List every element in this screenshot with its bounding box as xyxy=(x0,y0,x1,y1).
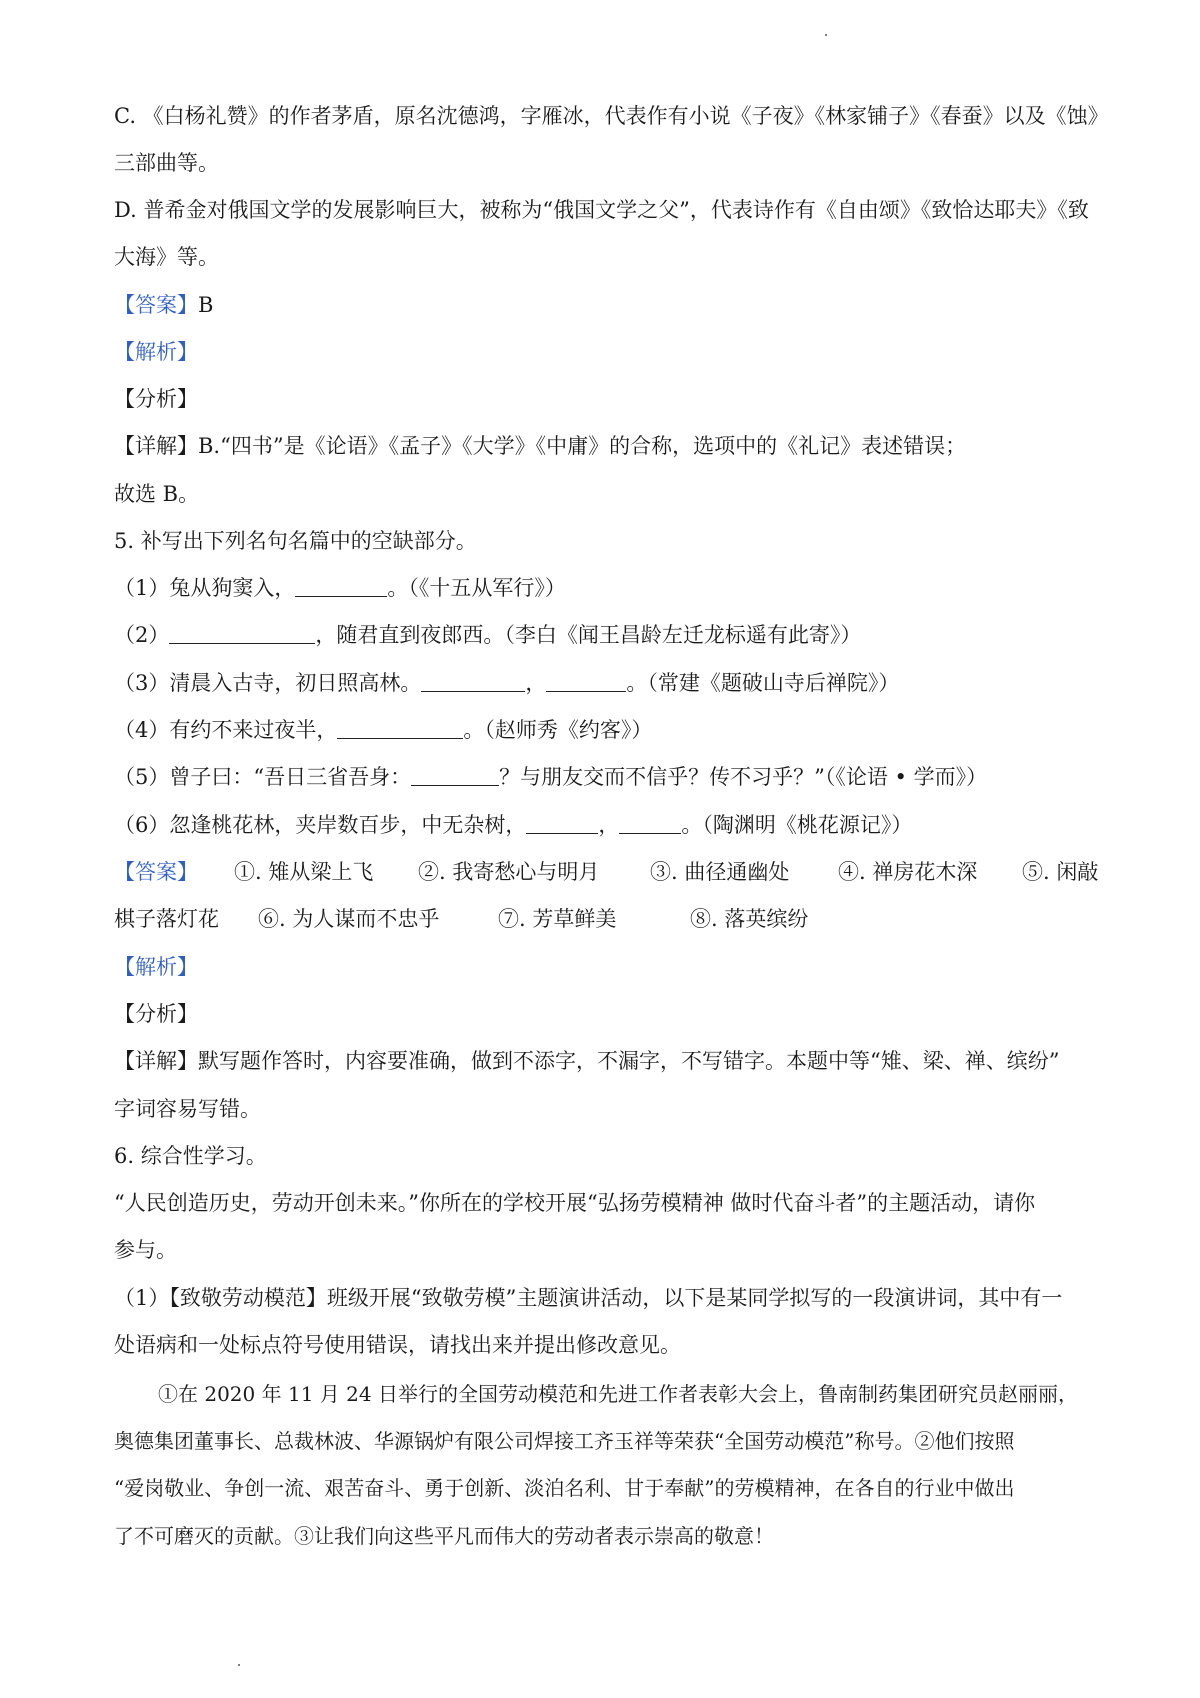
answer-item: ⑤. 闲敲 xyxy=(1022,860,1099,884)
answer-blank[interactable] xyxy=(546,673,626,692)
answer-blank[interactable] xyxy=(295,578,387,597)
answer-blank[interactable] xyxy=(337,720,463,739)
q4-analysis-tag: 【解析】 xyxy=(114,340,198,364)
q5-item-5-text: （5）曾子曰：“吾日三省吾身： xyxy=(114,765,412,789)
answer-blank[interactable] xyxy=(619,815,681,834)
q5-item-6-source: 。（陶渊明《桃花源记》） xyxy=(681,813,913,837)
answer-tag: 【答案】 xyxy=(114,293,198,317)
speech-line-4: 了不可磨灭的贡献。③让我们向这些平凡而伟大的劳动者表示崇高的敬意！ xyxy=(114,1524,774,1548)
q6-intro-line-1: “人民创造历史，劳动开创未来。”你所在的学校开展“弘扬劳模精神 做时代奋斗者”的主题活动，请你 xyxy=(114,1191,1036,1215)
q5-item-2-text: （2） xyxy=(114,623,170,647)
q5-item-3-source: 。（常建《题破山寺后禅院》） xyxy=(626,671,900,695)
q5-item-4-text: （4）有约不来过夜半， xyxy=(114,718,338,742)
q5-item-2-source: ，随君直到夜郎西。（李白《闻王昌龄左迁龙标遥有此寄》） xyxy=(315,623,862,647)
answer-item: ②. 我寄愁心与明月 xyxy=(418,860,600,884)
q5-item-2 xyxy=(114,620,861,650)
q5-item-6-text: （6）忽逢桃花林，夹岸数百步，中无杂树， xyxy=(114,813,527,837)
answer-blank[interactable] xyxy=(526,815,598,834)
answer-item: ⑧. 落英缤纷 xyxy=(690,907,809,931)
q5-item-5 xyxy=(114,762,987,792)
answer-value: B xyxy=(198,293,214,317)
q6-intro-line-2: 参与。 xyxy=(114,1238,177,1262)
option-d-line-2: 大海》等。 xyxy=(114,245,219,269)
q5-item-3-text: （3）清晨入古寺，初日照高林。 xyxy=(114,671,422,695)
q4-answer xyxy=(114,290,213,320)
q6-sub1-line-2: 处语病和一处标点符号使用错误，请找出来并提出修改意见。 xyxy=(114,1333,681,1357)
answer-item: ⑦. 芳草鲜美 xyxy=(498,907,617,931)
scan-speck xyxy=(825,34,827,36)
answer-item: ⑥. 为人谋而不忠乎 xyxy=(258,907,440,931)
answer-item: ①. 雉从梁上飞 xyxy=(234,860,374,884)
answer-blank[interactable] xyxy=(169,625,315,644)
q5-item-6-comma: ， xyxy=(598,813,620,837)
answer-blank[interactable] xyxy=(421,673,525,692)
q5-item-1 xyxy=(114,573,566,603)
q5-detail-line-2: 字词容易写错。 xyxy=(114,1097,261,1121)
option-c-line-1: C. 《白杨礼赞》的作者茅盾，原名沈德鸿，字雁冰，代表作有小说《子夜》《林家铺子》《春蚕》以及《蚀》 xyxy=(114,104,1109,128)
scan-speck xyxy=(238,1664,240,1666)
q5-item-6 xyxy=(114,810,912,840)
option-d-line-1: D. 普希金对俄国文学的发展影响巨大，被称为“俄国文学之父”，代表诗作有《自由颂》《致恰达耶夫》《致 xyxy=(114,198,1089,222)
q5-title: 5. 补写出下列名句名篇中的空缺部分。 xyxy=(114,529,477,553)
q5-analysis-tag: 【解析】 xyxy=(114,955,198,979)
q6-sub1-line-1: （1）【致敬劳动模范】班级开展“致敬劳模”主题演讲活动，以下是某同学拟写的一段演讲词，其中有一 xyxy=(114,1286,1063,1310)
option-c-line-2: 三部曲等。 xyxy=(114,151,219,175)
answer-tag: 【答案】 xyxy=(114,860,198,884)
q5-item-1-source: 。（《十五从军行》） xyxy=(387,576,566,600)
q5-item-4 xyxy=(114,715,652,745)
answer-blank[interactable] xyxy=(411,767,499,786)
speech-line-3: “爱岗敬业、争创一流、艰苦奋斗、勇于创新、淡泊名利、甘于奉献”的劳模精神，在各自的行业中做出 xyxy=(114,1476,1015,1500)
q4-conclusion: 故选 B。 xyxy=(114,482,200,506)
q5-item-3 xyxy=(114,668,899,698)
q5-fenxi: 【分析】 xyxy=(114,1002,198,1026)
q6-title: 6. 综合性学习。 xyxy=(114,1144,267,1168)
q5-item-3-comma: ， xyxy=(525,671,547,695)
q5-item-5-source: ？与朋友交而不信乎？传不习乎？”（《论语 • 学而》） xyxy=(499,765,988,789)
q5-answer-line-2 xyxy=(114,904,808,934)
answer-item: ④. 禅房花木深 xyxy=(838,860,978,884)
q4-fenxi: 【分析】 xyxy=(114,387,198,411)
q4-detail: 【详解】B.“四书”是《论语》《孟子》《大学》《中庸》的合称，选项中的《礼记》表述错误； xyxy=(114,434,967,458)
q5-detail-line-1: 【详解】默写题作答时，内容要准确，做到不添字，不漏字，不写错字。本题中等“雉、梁、禅、缤纷” xyxy=(114,1049,1060,1073)
answer-item: 棋子落灯花 xyxy=(114,907,219,931)
answer-item: ③. 曲径通幽处 xyxy=(650,860,790,884)
q5-item-1-text: （1）兔从狗窦入， xyxy=(114,576,296,600)
speech-line-2: 奥德集团董事长、总裁林波、华源锅炉有限公司焊接工齐玉祥等荣获“全国劳动模范”称号。②他们按照 xyxy=(114,1429,1015,1453)
speech-line-1: ①在 2020 年 11 月 24 日举行的全国劳动模范和先进工作者表彰大会上，鲁南制药集团研究员赵丽丽， xyxy=(158,1382,1078,1406)
q5-item-4-source: 。（赵师秀《约客》） xyxy=(463,718,653,742)
q5-answer-line-1 xyxy=(114,857,1098,887)
